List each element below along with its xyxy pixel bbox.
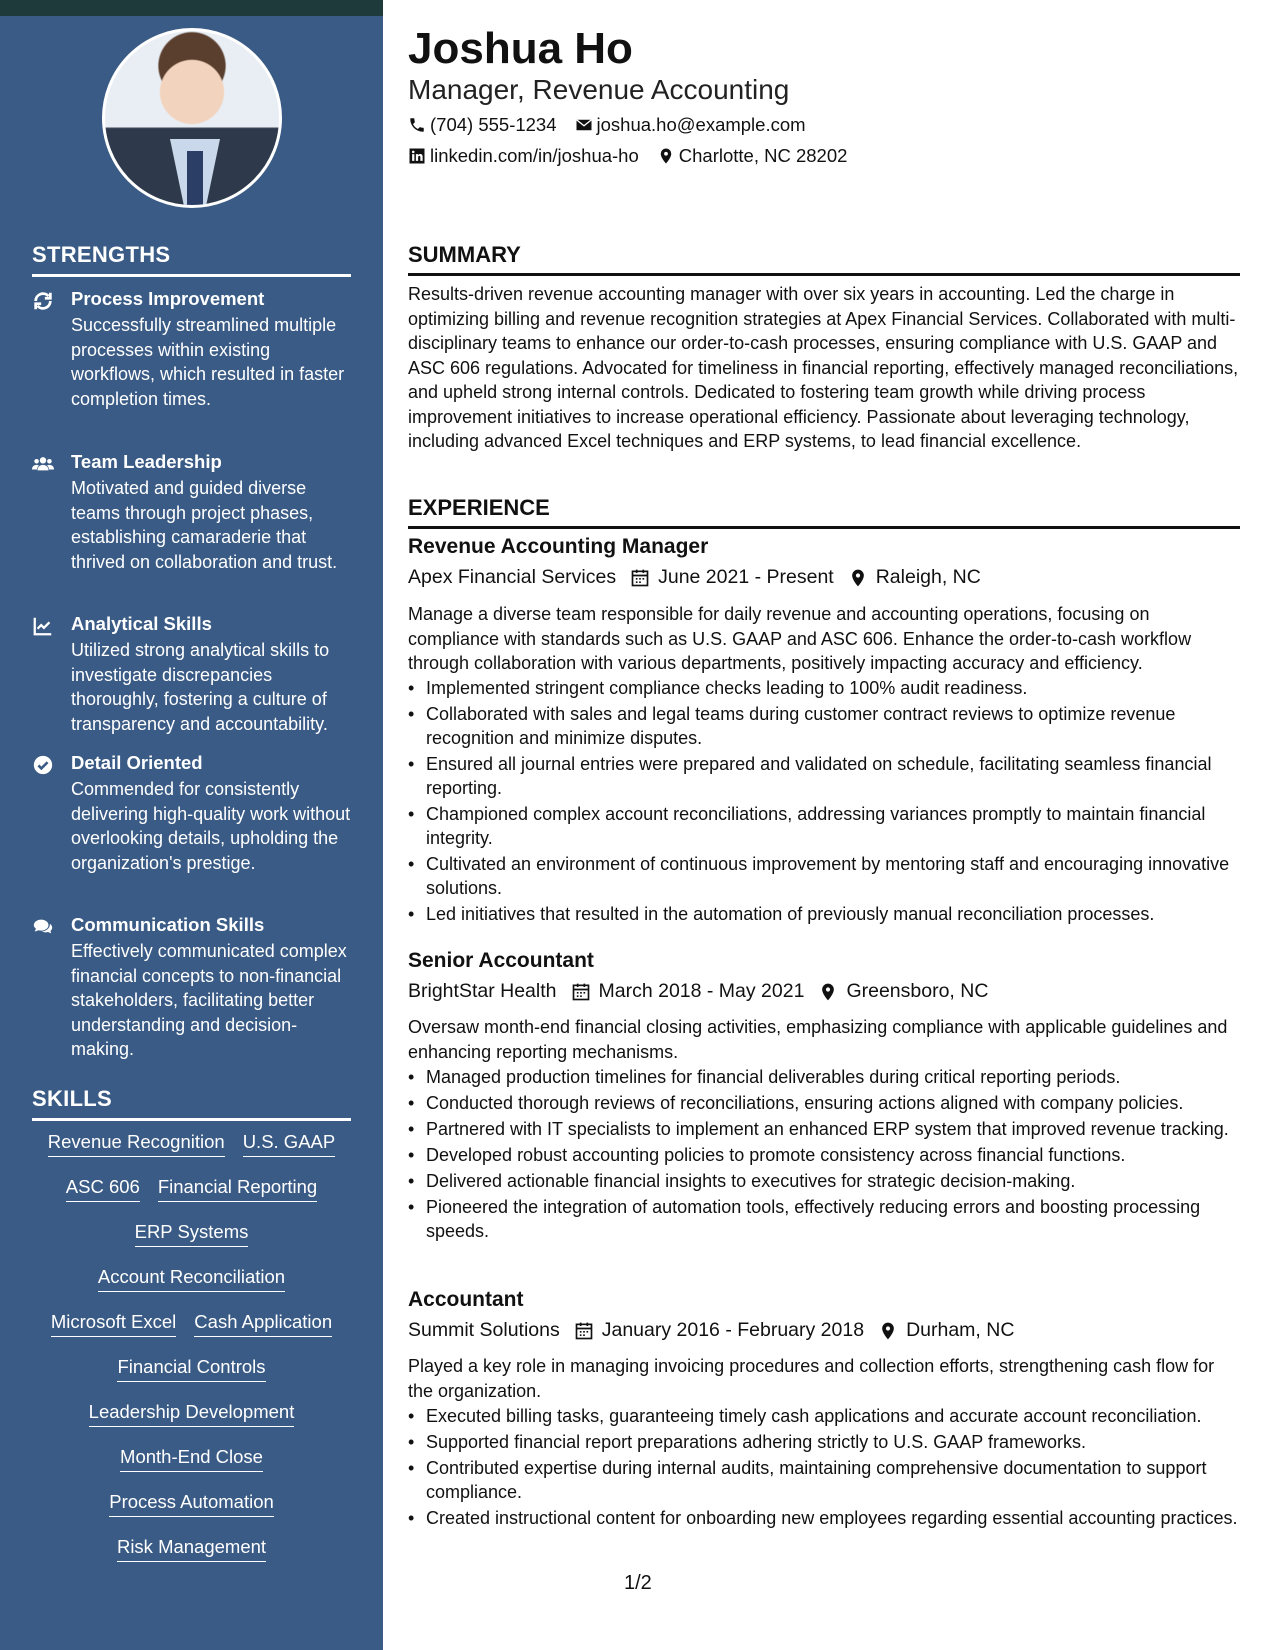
job-meta	[408, 980, 988, 1003]
experience-heading: EXPERIENCE	[408, 495, 1240, 529]
list-item: • Collaborated with sales and legal teams during customer contract reviews to optimize revenue recognition and minimize disputes.	[408, 702, 1240, 750]
job-location: Raleigh, NC	[875, 566, 981, 588]
job-company: Apex Financial Services	[408, 566, 617, 588]
list-item: • Partnered with IT specialists to implement an enhanced ERP system that improved revenue tracking.	[408, 1117, 1240, 1141]
job-title: Revenue Accounting Manager	[408, 535, 709, 558]
skill-tag: Month-End Close	[120, 1445, 263, 1472]
phone-icon	[408, 116, 426, 134]
skill-tag: ERP Systems	[135, 1220, 249, 1247]
job-title: Accountant	[408, 1288, 524, 1311]
job-location: Greensboro, NC	[846, 980, 989, 1002]
list-item: • Contributed expertise during internal audits, maintaining comprehensive documentation to support compliance.	[408, 1456, 1240, 1504]
comments-icon	[32, 916, 54, 938]
job-meta	[408, 566, 981, 589]
map-pin-icon	[657, 147, 675, 165]
strength-title: Detail Oriented	[71, 752, 203, 773]
refresh-icon	[32, 290, 54, 312]
strength-title: Communication Skills	[71, 914, 265, 935]
skill-tag: U.S. GAAP	[243, 1130, 336, 1157]
envelope-icon	[575, 116, 593, 134]
job-bullets	[408, 676, 1240, 928]
list-item: • Delivered actionable financial insights to executives for strategic decision-making.	[408, 1169, 1240, 1193]
skill-tag: Leadership Development	[89, 1400, 295, 1427]
job-bullets	[408, 1404, 1240, 1532]
skill-tag: Process Automation	[109, 1490, 274, 1517]
strength-title: Process Improvement	[71, 288, 265, 309]
strength-description: Effectively communicated complex financial concepts to non-financial stakeholders, facilitating better understanding and decision-making.	[71, 941, 347, 1059]
candidate-role: Manager, Revenue Accounting	[408, 74, 790, 105]
skill-tag: Financial Reporting	[158, 1175, 317, 1202]
job-company: Summit Solutions	[408, 1319, 560, 1341]
map-pin-icon	[878, 1321, 898, 1341]
list-item: • Supported financial report preparations adhering strictly to U.S. GAAP frameworks.	[408, 1430, 1240, 1454]
candidate-name: Joshua Ho	[408, 24, 633, 73]
skill-tag: Microsoft Excel	[51, 1310, 176, 1337]
job-title: Senior Accountant	[408, 949, 594, 972]
skill-tag: Cash Application	[194, 1310, 332, 1337]
list-item: • Created instructional content for onboarding new employees regarding essential accounting practices.	[408, 1506, 1240, 1530]
calendar-icon	[630, 568, 650, 588]
skill-tag: ASC 606	[66, 1175, 140, 1202]
job-description: Manage a diverse team responsible for daily revenue and accounting operations, focusing on compliance with standards such as U.S. GAAP and ASC 606. Enhance the order-to-cash workflow through collaboration with various departments, positively impacting accuracy and efficiency.	[408, 604, 1192, 673]
summary-heading: SUMMARY	[408, 242, 1240, 276]
job-dates: March 2018 - May 2021	[598, 980, 805, 1002]
job-dates: January 2016 - February 2018	[601, 1319, 865, 1341]
strengths-heading: STRENGTHS	[32, 242, 351, 277]
list-item: • Cultivated an environment of continuous improvement by mentoring staff and encouraging innovative solutions.	[408, 852, 1240, 900]
job-meta	[408, 1319, 1014, 1342]
location: Charlotte, NC 28202	[678, 145, 848, 166]
strength-description: Utilized strong analytical skills to investigate discrepancies thoroughly, fostering a culture of transparency and accountability.	[71, 640, 330, 734]
profile-photo	[102, 28, 282, 208]
contact-row	[408, 145, 847, 167]
list-item: • Executed billing tasks, guaranteeing timely cash applications and accurate account reconciliation.	[408, 1404, 1240, 1428]
skill-tag: Account Reconciliation	[98, 1265, 285, 1292]
job-company: BrightStar Health	[408, 980, 557, 1002]
skill-tag: Financial Controls	[117, 1355, 265, 1382]
sidebar-top-bar	[0, 0, 383, 16]
list-item: • Managed production timelines for financial deliverables during critical reporting periods.	[408, 1065, 1240, 1089]
list-item: • Conducted thorough reviews of reconciliations, ensuring actions aligned with company policies.	[408, 1091, 1240, 1115]
list-item: • Ensured all journal entries were prepared and validated on schedule, facilitating seamless financial reporting.	[408, 752, 1240, 800]
strength-title: Analytical Skills	[71, 613, 212, 634]
linkedin-icon	[408, 147, 426, 165]
job-location: Durham, NC	[906, 1319, 1015, 1341]
calendar-icon	[574, 1321, 594, 1341]
list-item: • Led initiatives that resulted in the automation of previously manual reconciliation processes.	[408, 902, 1240, 926]
list-item: • Implemented stringent compliance checks leading to 100% audit readiness.	[408, 676, 1240, 700]
strength-title: Team Leadership	[71, 451, 222, 472]
strength-description: Successfully streamlined multiple processes within existing workflows, which resulted in faster completion times.	[71, 315, 345, 409]
calendar-icon	[571, 982, 591, 1002]
strength-description: Motivated and guided diverse teams through project phases, establishing camaraderie that thrived on collaboration and trust.	[71, 478, 338, 572]
page-number: 1/2	[624, 1572, 652, 1594]
sidebar	[0, 0, 383, 1650]
email-address[interactable]: joshua.ho@example.com	[596, 114, 806, 135]
check-circle-icon	[32, 754, 54, 776]
list-item: • Pioneered the integration of automation tools, effectively reducing errors and boosting processing speeds.	[408, 1195, 1240, 1243]
list-item: • Championed complex account reconciliations, addressing variances promptly to maintain financial integrity.	[408, 802, 1240, 850]
job-description: Oversaw month-end financial closing activities, emphasizing compliance with applicable guidelines and enhancing reporting mechanisms.	[408, 1017, 1228, 1062]
skill-tag: Risk Management	[117, 1535, 266, 1562]
phone-number[interactable]: (704) 555-1234	[430, 114, 557, 135]
chart-line-icon	[32, 615, 54, 637]
skills-list	[32, 1130, 351, 1580]
contact-row	[408, 114, 806, 136]
job-description: Played a key role in managing invoicing procedures and collection efforts, strengthening cash flow for the organization.	[408, 1356, 1215, 1401]
users-icon	[32, 453, 54, 475]
strength-description: Commended for consistently delivering high-quality work without overlooking details, upholding the organization's prestige.	[71, 779, 351, 873]
skill-tag: Revenue Recognition	[48, 1130, 225, 1157]
job-bullets	[408, 1065, 1240, 1245]
job-dates: June 2021 - Present	[658, 566, 834, 588]
map-pin-icon	[818, 982, 838, 1002]
summary-text: Results-driven revenue accounting manager with over six years in accounting. Led the charge in optimizing billing and revenue recognition strategies at Apex Financial Services. Collaborated with multi-disciplinary teams to enhance our order-to-cash processes, ensuring compliance with U.S. GAAP and ASC 606 regulations. Advocated for timeliness in financial reporting, effectively managed reconciliations, and upheld strong internal controls. Dedicated to fostering team growth while driving process improvement initiatives to increase operational efficiency. Passionate about leveraging technology, including advanced Excel techniques and ERP systems, to lead financial excellence.	[408, 284, 1239, 451]
list-item: • Developed robust accounting policies to promote consistency across financial functions.	[408, 1143, 1240, 1167]
linkedin-link[interactable]: linkedin.com/in/joshua-ho	[430, 145, 639, 166]
map-pin-icon	[848, 568, 868, 588]
skills-heading: SKILLS	[32, 1086, 351, 1121]
